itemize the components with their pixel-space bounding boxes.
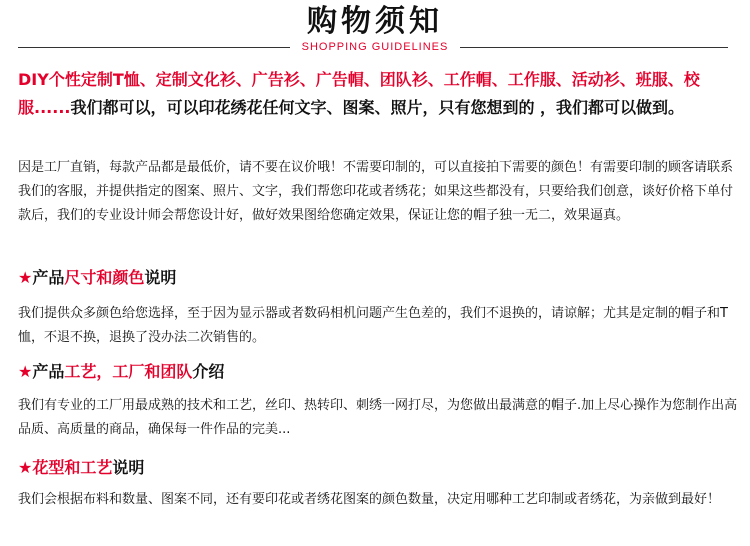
section-heading-size-color: ★产品尺寸和颜色说明: [18, 268, 177, 287]
section-heading-pattern-craft: ★花型和工艺说明: [18, 458, 145, 477]
pricing-paragraph: 因是工厂直销，每款产品都是最低价，请不要在议价哦！不需要印制的，可以直接拍下需要的颜色！有需要印制的顾客请联系我们的客服，并提供指定的图案、照片、文字，我们帮您印花或者绣花；如果这些都没有，只要给我们创意，谈好价格下单付款后，我们的专业设计师会帮您设计好，做好效果图给您确定效果，保证让您的帽子独一无二，效果逼真。: [18, 160, 734, 223]
header-rule-right: [460, 47, 728, 48]
section-text-pattern-craft: 我们会根据布料和数量、图案不同，还有要印花或者绣花图案的颜色数量，决定用哪种工艺印制或者绣花，为亲做到最好！: [18, 492, 721, 507]
section-text-size-color: 我们提供众多颜色给您选择，至于因为显示器或者数码相机问题产生色差的，我们不退换的，请谅解；尤其是定制的帽子和T恤，不退不换，退换了没办法二次销售的。: [18, 306, 728, 345]
star-icon: ★: [18, 268, 33, 287]
section-text-craft-factory: 我们有专业的工厂用最成熟的技术和工艺，丝印、热转印、刺绣一网打尽，为您做出最满意的帽子.加上尽心操作为您制作出高品质、高质量的商品，确保每一件作品的完美...: [18, 398, 738, 437]
intro-product-list: DIY个性定制T恤、定制文化衫、广告衫、广告帽、团队衫、工作帽、工作服、活动衫、班服、校服......: [18, 70, 700, 117]
star-icon: ★: [18, 362, 33, 381]
section-heading-craft-factory: ★产品工艺，工厂和团队介绍: [18, 362, 225, 381]
page-subtitle: SHOPPING GUIDELINES: [301, 41, 449, 53]
intro-paragraph: [18, 66, 734, 122]
intro-promise: 我们都可以，可以印花绣花任何文字、图案、照片，只有您想到的 ，我们都可以做到。: [70, 98, 685, 117]
header-rule-left: [18, 47, 290, 48]
page-header: [0, 0, 750, 60]
star-icon: ★: [18, 458, 33, 477]
page-title: 购物须知: [307, 4, 443, 39]
